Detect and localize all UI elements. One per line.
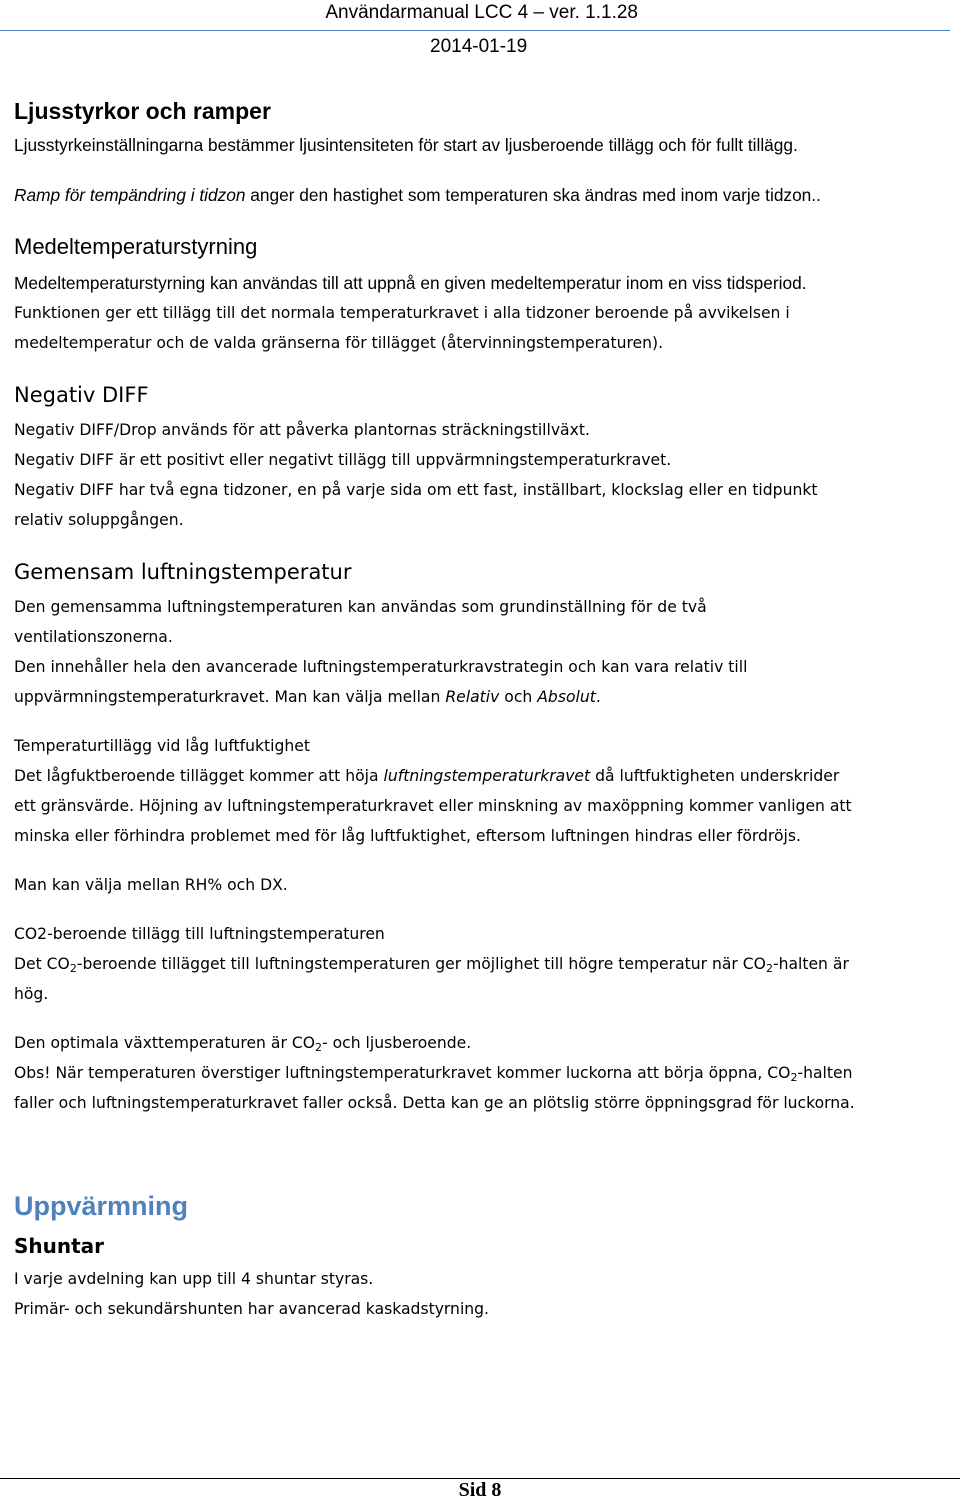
co2-obs-rest: -halten bbox=[797, 1064, 853, 1082]
co2-subscript: 2 bbox=[315, 1041, 322, 1054]
co2-text-c: -halten är bbox=[772, 955, 849, 973]
gemensam-och: och bbox=[499, 688, 538, 706]
co2-line-1 bbox=[14, 949, 849, 979]
gemensam-period: . bbox=[595, 688, 601, 706]
ramp-term: Ramp för tempändring i tidzon bbox=[14, 185, 246, 205]
lagfukt-text-a: Det lågfuktberoende tillägget kommer att höja bbox=[14, 767, 384, 785]
paragraph-medeltemp-2-line2: medeltemperatur och de valda gränserna för tillägget (återvinningstemperaturen). bbox=[14, 334, 664, 352]
lagfukt-text-c: då luftfuktigheten underskrider bbox=[590, 767, 840, 785]
gemensam-line-3: Den innehåller hela den avancerade luftningstemperaturkravstrategin och kan vara relativ till bbox=[14, 658, 748, 676]
gemensam-line-4 bbox=[14, 682, 601, 712]
option-absolut: Absolut bbox=[537, 688, 596, 706]
co2-line-3 bbox=[14, 1028, 471, 1058]
option-relativ: Relativ bbox=[445, 688, 500, 706]
section-heading-negativ-diff: Negativ DIFF bbox=[14, 383, 149, 407]
section-heading-gemensam-luftning: Gemensam luftningstemperatur bbox=[14, 560, 352, 584]
chapter-heading-uppvarmning: Uppvärmning bbox=[14, 1191, 189, 1221]
header-rule bbox=[0, 30, 950, 31]
co2-subscript: 2 bbox=[790, 1071, 798, 1084]
section-heading-medeltemperatur: Medeltemperaturstyrning bbox=[14, 234, 258, 259]
lagfukt-line-3: minska eller förhindra problemet med för låg luftfuktighet, eftersom luftningen hindras eller fördröjs. bbox=[14, 827, 801, 845]
page-number: Sid 8 bbox=[458, 1479, 502, 1501]
negdiff-line-1: Negativ DIFF/Drop används för att påverka plantornas sträckningstillväxt. bbox=[14, 421, 590, 439]
paragraph-ljusstyrke: Ljusstyrkeinställningarna bestämmer ljusintensiteten för start av ljusberoende tillägg och för fullt tillägg. bbox=[14, 135, 798, 155]
lagfukt-term: luftningstemperaturkravet bbox=[383, 767, 591, 785]
negdiff-line-4: relativ soluppgången. bbox=[14, 511, 184, 529]
gemensam-line-2: ventilationszonerna. bbox=[14, 628, 173, 646]
co2-line-2: hög. bbox=[14, 985, 49, 1003]
lagfukt-line-1 bbox=[14, 761, 839, 791]
gemensam-line-1: Den gemensamma luftningstemperaturen kan användas som grundinställning för de två bbox=[14, 598, 707, 616]
co2-optimal-text: Den optimala växttemperaturen är CO bbox=[14, 1034, 315, 1052]
shuntar-line-1: I varje avdelning kan upp till 4 shuntar styras. bbox=[14, 1270, 374, 1288]
paragraph-medeltemp-2-line1: Funktionen ger ett tillägg till det normala temperaturkravet i alla tidzoner beroende på avvikelsen i bbox=[14, 304, 790, 322]
section-heading-shuntar: Shuntar bbox=[14, 1234, 105, 1258]
lagfukt-line-2: ett gränsvärde. Höjning av luftningstemperaturkravet eller minskning av maxöppning kommer vanligen att bbox=[14, 797, 852, 815]
ramp-desc: anger den hastighet som temperaturen ska ändras med inom varje tidzon.. bbox=[245, 185, 821, 205]
negdiff-line-2: Negativ DIFF är ett positivt eller negativt tillägg till uppvärmningstemperaturkravet. bbox=[14, 451, 672, 469]
subheading-lag-luftfuktighet: Temperaturtillägg vid låg luftfuktighet bbox=[14, 737, 310, 755]
co2-subscript: 2 bbox=[69, 962, 77, 975]
subheading-co2: CO2-beroende tillägg till luftningstemperaturen bbox=[14, 925, 385, 943]
paragraph-medeltemp-1: Medeltemperaturstyrning kan användas till att uppnå en given medeltemperatur inom en viss tidsperiod. bbox=[14, 273, 807, 293]
co2-optimal-rest: - och ljusberoende. bbox=[322, 1034, 472, 1052]
shuntar-line-2: Primär- och sekundärshunten har avancerad kaskadstyrning. bbox=[14, 1300, 490, 1318]
lagfukt-line-4: Man kan välja mellan RH% och DX. bbox=[14, 876, 288, 894]
document-header-date: 2014-01-19 bbox=[430, 36, 528, 57]
paragraph-ramp bbox=[14, 180, 821, 210]
section-heading-ljusstyrkor: Ljusstyrkor och ramper bbox=[14, 98, 271, 124]
co2-line-5: faller och luftningstemperaturkravet faller också. Detta kan ge an plötslig större öppningsgrad för luckorna. bbox=[14, 1094, 855, 1112]
co2-obs-text: Obs! När temperaturen överstiger luftningstemperaturkravet kommer luckorna att börja öppna, CO bbox=[14, 1064, 791, 1082]
co2-line-4 bbox=[14, 1058, 852, 1088]
co2-text-a: Det CO bbox=[14, 955, 70, 973]
document-header-title: Användarmanual LCC 4 – ver. 1.1.28 bbox=[325, 2, 638, 23]
co2-text-b: -beroende tillägget till luftningstemperaturen ger möjlighet till högre temperatur när CO bbox=[76, 955, 766, 973]
gemensam-text: uppvärmningstemperaturkravet. Man kan välja mellan bbox=[14, 688, 446, 706]
negdiff-line-3: Negativ DIFF har två egna tidzoner, en på varje sida om ett fast, inställbart, klockslag eller en tidpunkt bbox=[14, 481, 818, 499]
co2-subscript: 2 bbox=[765, 962, 773, 975]
